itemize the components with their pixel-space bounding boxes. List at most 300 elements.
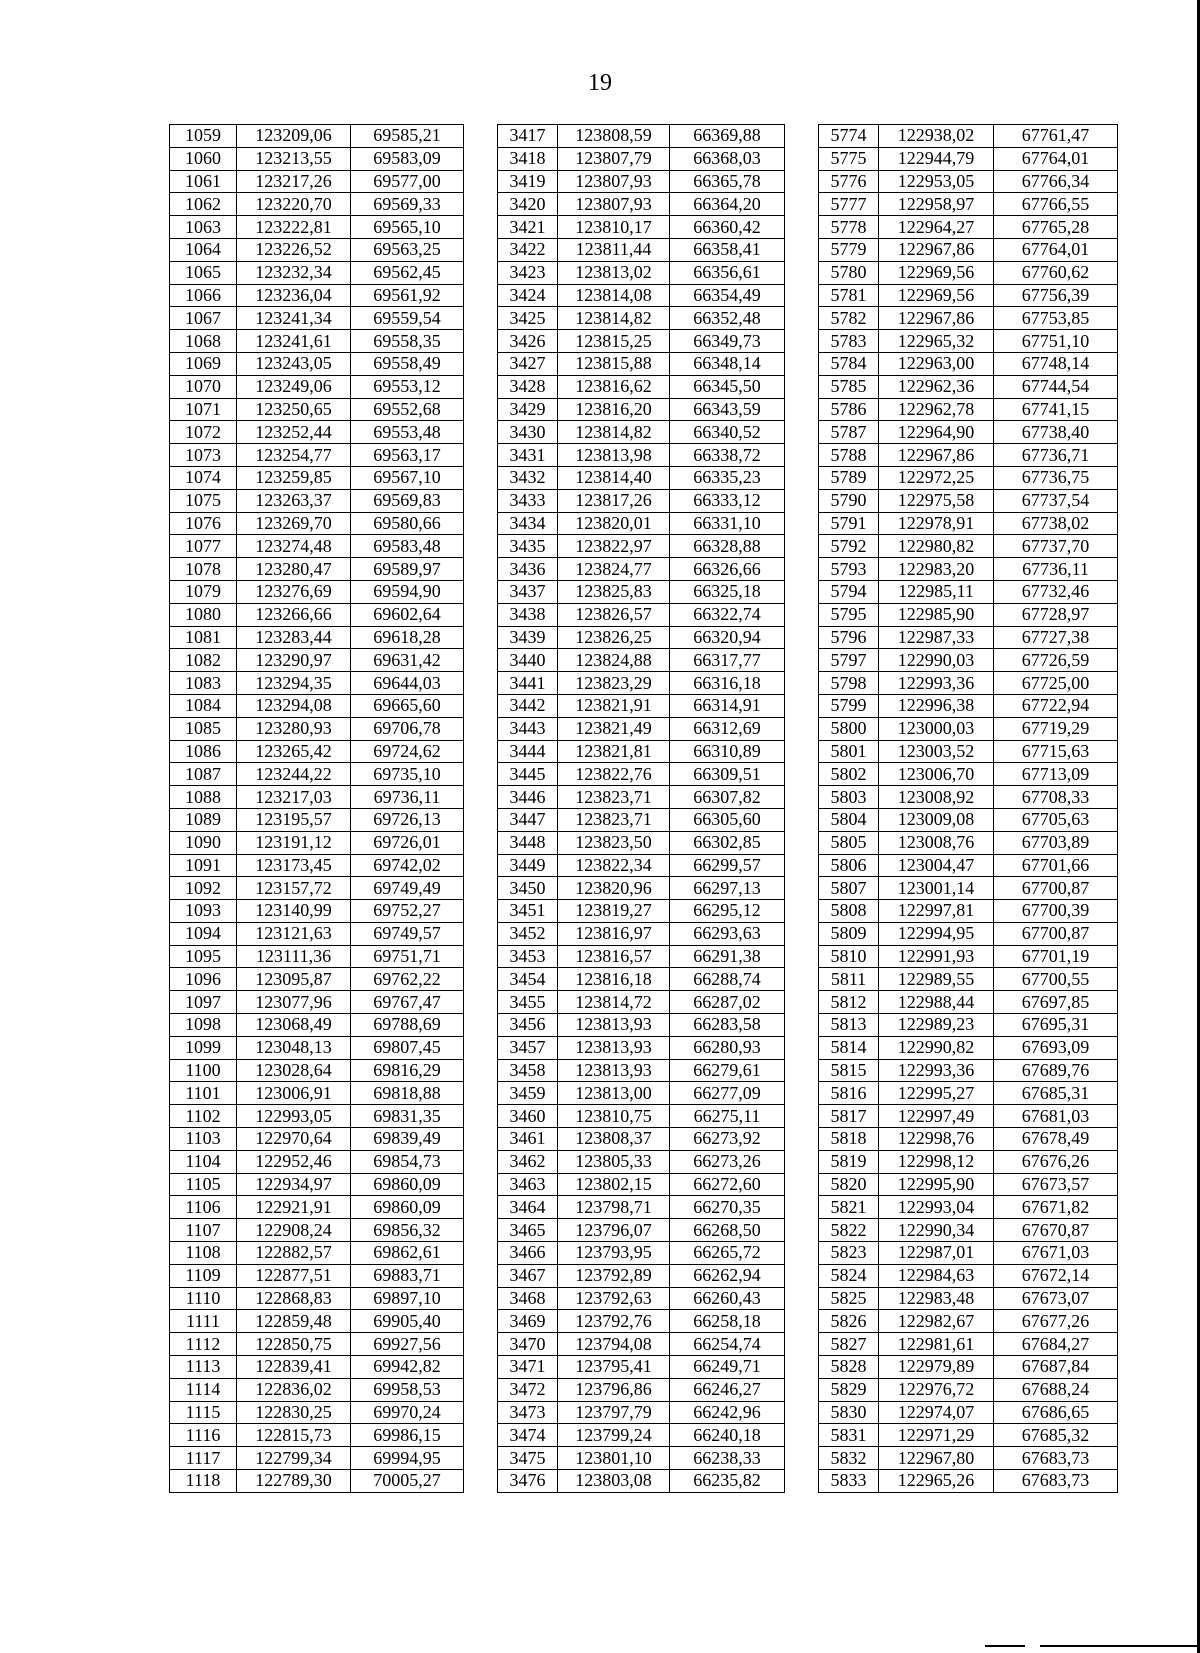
y-coordinate-cell: 66273,26	[670, 1150, 785, 1173]
x-coordinate-cell: 122963,00	[879, 352, 994, 375]
x-coordinate-cell: 122868,83	[237, 1287, 351, 1310]
y-coordinate-cell: 69897,10	[351, 1287, 464, 1310]
y-coordinate-cell: 67686,65	[994, 1401, 1118, 1424]
point-number-cell: 5781	[819, 284, 879, 307]
y-coordinate-cell: 66279,61	[670, 1059, 785, 1082]
point-number-cell: 1082	[170, 649, 237, 672]
y-coordinate-cell: 69589,97	[351, 558, 464, 581]
column-gap	[464, 512, 498, 535]
column-gap	[464, 466, 498, 489]
y-coordinate-cell: 69807,45	[351, 1036, 464, 1059]
table-row	[170, 626, 1118, 649]
column-gap	[785, 512, 819, 535]
column-gap	[785, 1242, 819, 1265]
column-gap	[464, 1310, 498, 1333]
column-gap	[464, 238, 498, 261]
point-number-cell: 3418	[498, 147, 558, 170]
x-coordinate-cell: 123813,00	[558, 1082, 670, 1105]
y-coordinate-cell: 69585,21	[351, 125, 464, 148]
y-coordinate-cell: 69986,15	[351, 1424, 464, 1447]
x-coordinate-cell: 123823,50	[558, 831, 670, 854]
column-gap	[464, 1036, 498, 1059]
y-coordinate-cell: 67732,46	[994, 580, 1118, 603]
x-coordinate-cell: 123792,63	[558, 1287, 670, 1310]
x-coordinate-cell: 123006,70	[879, 763, 994, 786]
point-number-cell: 5798	[819, 672, 879, 695]
point-number-cell: 1117	[170, 1447, 237, 1470]
x-coordinate-cell: 122976,72	[879, 1378, 994, 1401]
column-gap	[464, 558, 498, 581]
y-coordinate-cell: 67737,70	[994, 535, 1118, 558]
point-number-cell: 3449	[498, 854, 558, 877]
x-coordinate-cell: 123810,75	[558, 1105, 670, 1128]
point-number-cell: 3431	[498, 444, 558, 467]
point-number-cell: 1091	[170, 854, 237, 877]
table-row	[170, 1378, 1118, 1401]
point-number-cell: 5775	[819, 147, 879, 170]
table-row	[170, 147, 1118, 170]
x-coordinate-cell: 123220,70	[237, 193, 351, 216]
point-number-cell: 3457	[498, 1036, 558, 1059]
column-gap	[785, 1401, 819, 1424]
x-coordinate-cell: 122789,30	[237, 1470, 351, 1493]
point-number-cell: 1114	[170, 1378, 237, 1401]
point-number-cell: 3428	[498, 375, 558, 398]
x-coordinate-cell: 123821,91	[558, 694, 670, 717]
y-coordinate-cell: 66242,96	[670, 1401, 785, 1424]
point-number-cell: 3429	[498, 398, 558, 421]
point-number-cell: 5803	[819, 786, 879, 809]
point-number-cell: 5799	[819, 694, 879, 717]
y-coordinate-cell: 69665,60	[351, 694, 464, 717]
point-number-cell: 1104	[170, 1150, 237, 1173]
y-coordinate-cell: 66238,33	[670, 1447, 785, 1470]
x-coordinate-cell: 123009,08	[879, 808, 994, 831]
column-gap	[785, 1150, 819, 1173]
y-coordinate-cell: 66254,74	[670, 1333, 785, 1356]
x-coordinate-cell: 123226,52	[237, 238, 351, 261]
y-coordinate-cell: 66273,92	[670, 1128, 785, 1151]
x-coordinate-cell: 123811,44	[558, 238, 670, 261]
y-coordinate-cell: 69594,90	[351, 580, 464, 603]
table-row	[170, 1424, 1118, 1447]
table-row	[170, 307, 1118, 330]
x-coordinate-cell: 123807,93	[558, 193, 670, 216]
y-coordinate-cell: 66333,12	[670, 489, 785, 512]
point-number-cell: 5812	[819, 991, 879, 1014]
y-coordinate-cell: 67671,03	[994, 1242, 1118, 1265]
point-number-cell: 3465	[498, 1219, 558, 1242]
x-coordinate-cell: 123232,34	[237, 261, 351, 284]
y-coordinate-cell: 69577,00	[351, 170, 464, 193]
x-coordinate-cell: 123077,96	[237, 991, 351, 1014]
point-number-cell: 5804	[819, 808, 879, 831]
column-gap	[464, 945, 498, 968]
y-coordinate-cell: 67766,55	[994, 193, 1118, 216]
point-number-cell: 1105	[170, 1173, 237, 1196]
point-number-cell: 1087	[170, 763, 237, 786]
table-row	[170, 1287, 1118, 1310]
point-number-cell: 3434	[498, 512, 558, 535]
y-coordinate-cell: 66288,74	[670, 968, 785, 991]
point-number-cell: 1107	[170, 1219, 237, 1242]
y-coordinate-cell: 66340,52	[670, 421, 785, 444]
column-gap	[785, 193, 819, 216]
table-row	[170, 261, 1118, 284]
point-number-cell: 5793	[819, 558, 879, 581]
x-coordinate-cell: 123815,88	[558, 352, 670, 375]
y-coordinate-cell: 67693,09	[994, 1036, 1118, 1059]
column-gap	[464, 330, 498, 353]
point-number-cell: 1084	[170, 694, 237, 717]
point-number-cell: 5788	[819, 444, 879, 467]
x-coordinate-cell: 123808,37	[558, 1128, 670, 1151]
column-gap	[464, 535, 498, 558]
column-gap	[464, 1014, 498, 1037]
y-coordinate-cell: 69736,11	[351, 786, 464, 809]
y-coordinate-cell: 67760,62	[994, 261, 1118, 284]
point-number-cell: 5801	[819, 740, 879, 763]
point-number-cell: 5830	[819, 1401, 879, 1424]
column-gap	[464, 1356, 498, 1379]
point-number-cell: 3454	[498, 968, 558, 991]
point-number-cell: 1070	[170, 375, 237, 398]
x-coordinate-cell: 123263,37	[237, 489, 351, 512]
y-coordinate-cell: 66275,11	[670, 1105, 785, 1128]
y-coordinate-cell: 67764,01	[994, 238, 1118, 261]
point-number-cell: 5794	[819, 580, 879, 603]
column-gap	[785, 626, 819, 649]
point-number-cell: 1113	[170, 1356, 237, 1379]
y-coordinate-cell: 67700,39	[994, 900, 1118, 923]
y-coordinate-cell: 67700,87	[994, 877, 1118, 900]
point-number-cell: 3430	[498, 421, 558, 444]
table-row	[170, 444, 1118, 467]
y-coordinate-cell: 66365,78	[670, 170, 785, 193]
y-coordinate-cell: 67737,54	[994, 489, 1118, 512]
point-number-cell: 3460	[498, 1105, 558, 1128]
column-gap	[464, 717, 498, 740]
x-coordinate-cell: 123254,77	[237, 444, 351, 467]
point-number-cell: 5774	[819, 125, 879, 148]
y-coordinate-cell: 67695,31	[994, 1014, 1118, 1037]
column-gap	[785, 535, 819, 558]
column-gap	[464, 626, 498, 649]
y-coordinate-cell: 66343,59	[670, 398, 785, 421]
column-gap	[785, 854, 819, 877]
y-coordinate-cell: 66262,94	[670, 1264, 785, 1287]
y-coordinate-cell: 67753,85	[994, 307, 1118, 330]
column-gap	[785, 808, 819, 831]
point-number-cell: 3476	[498, 1470, 558, 1493]
point-number-cell: 5790	[819, 489, 879, 512]
point-number-cell: 1096	[170, 968, 237, 991]
point-number-cell: 3458	[498, 1059, 558, 1082]
table-row	[170, 786, 1118, 809]
x-coordinate-cell: 122964,27	[879, 216, 994, 239]
x-coordinate-cell: 123821,81	[558, 740, 670, 763]
y-coordinate-cell: 67761,47	[994, 125, 1118, 148]
point-number-cell: 1093	[170, 900, 237, 923]
x-coordinate-cell: 122934,97	[237, 1173, 351, 1196]
column-gap	[464, 216, 498, 239]
column-gap	[464, 968, 498, 991]
point-number-cell: 1115	[170, 1401, 237, 1424]
y-coordinate-cell: 67713,09	[994, 763, 1118, 786]
x-coordinate-cell: 122965,26	[879, 1470, 994, 1493]
point-number-cell: 5792	[819, 535, 879, 558]
x-coordinate-cell: 123796,07	[558, 1219, 670, 1242]
point-number-cell: 5791	[819, 512, 879, 535]
column-gap	[464, 307, 498, 330]
point-number-cell: 5822	[819, 1219, 879, 1242]
x-coordinate-cell: 123252,44	[237, 421, 351, 444]
column-gap	[785, 831, 819, 854]
column-gap	[464, 444, 498, 467]
x-coordinate-cell: 123241,61	[237, 330, 351, 353]
column-gap	[785, 284, 819, 307]
y-coordinate-cell: 67719,29	[994, 717, 1118, 740]
column-gap	[464, 352, 498, 375]
x-coordinate-cell: 122953,05	[879, 170, 994, 193]
point-number-cell: 5829	[819, 1378, 879, 1401]
x-coordinate-cell: 123140,99	[237, 900, 351, 923]
table-row	[170, 1242, 1118, 1265]
y-coordinate-cell: 69958,53	[351, 1378, 464, 1401]
x-coordinate-cell: 123814,08	[558, 284, 670, 307]
x-coordinate-cell: 123283,44	[237, 626, 351, 649]
table-row	[170, 1333, 1118, 1356]
column-gap	[785, 1196, 819, 1219]
point-number-cell: 1101	[170, 1082, 237, 1105]
x-coordinate-cell: 122882,57	[237, 1242, 351, 1265]
y-coordinate-cell: 67685,31	[994, 1082, 1118, 1105]
x-coordinate-cell: 122830,25	[237, 1401, 351, 1424]
column-gap	[785, 216, 819, 239]
x-coordinate-cell: 123823,71	[558, 808, 670, 831]
table-row	[170, 398, 1118, 421]
point-number-cell: 3464	[498, 1196, 558, 1219]
x-coordinate-cell: 123794,08	[558, 1333, 670, 1356]
x-coordinate-cell: 123259,85	[237, 466, 351, 489]
x-coordinate-cell: 123824,88	[558, 649, 670, 672]
x-coordinate-cell: 123814,82	[558, 421, 670, 444]
point-number-cell: 3423	[498, 261, 558, 284]
x-coordinate-cell: 122877,51	[237, 1264, 351, 1287]
column-gap	[785, 238, 819, 261]
point-number-cell: 5779	[819, 238, 879, 261]
x-coordinate-cell: 122995,27	[879, 1082, 994, 1105]
y-coordinate-cell: 67681,03	[994, 1105, 1118, 1128]
y-coordinate-cell: 69742,02	[351, 854, 464, 877]
column-gap	[464, 421, 498, 444]
x-coordinate-cell: 122981,61	[879, 1333, 994, 1356]
x-coordinate-cell: 122967,86	[879, 238, 994, 261]
column-gap	[464, 1378, 498, 1401]
x-coordinate-cell: 122978,91	[879, 512, 994, 535]
y-coordinate-cell: 69565,10	[351, 216, 464, 239]
point-number-cell: 5780	[819, 261, 879, 284]
point-number-cell: 1078	[170, 558, 237, 581]
x-coordinate-cell: 123816,57	[558, 945, 670, 968]
column-gap	[785, 558, 819, 581]
table-row	[170, 125, 1118, 148]
x-coordinate-cell: 123241,34	[237, 307, 351, 330]
point-number-cell: 5826	[819, 1310, 879, 1333]
column-gap	[785, 1287, 819, 1310]
y-coordinate-cell: 67685,32	[994, 1424, 1118, 1447]
point-number-cell: 3437	[498, 580, 558, 603]
x-coordinate-cell: 123814,40	[558, 466, 670, 489]
y-coordinate-cell: 69831,35	[351, 1105, 464, 1128]
y-coordinate-cell: 66270,35	[670, 1196, 785, 1219]
y-coordinate-cell: 67683,73	[994, 1470, 1118, 1493]
y-coordinate-cell: 66280,93	[670, 1036, 785, 1059]
point-number-cell: 1079	[170, 580, 237, 603]
y-coordinate-cell: 69569,33	[351, 193, 464, 216]
point-number-cell: 3446	[498, 786, 558, 809]
x-coordinate-cell: 122993,36	[879, 672, 994, 695]
y-coordinate-cell: 69752,27	[351, 900, 464, 923]
y-coordinate-cell: 66364,20	[670, 193, 785, 216]
y-coordinate-cell: 67670,87	[994, 1219, 1118, 1242]
point-number-cell: 5823	[819, 1242, 879, 1265]
column-gap	[785, 1447, 819, 1470]
y-coordinate-cell: 67676,26	[994, 1150, 1118, 1173]
x-coordinate-cell: 123290,97	[237, 649, 351, 672]
column-gap	[785, 261, 819, 284]
column-gap	[464, 1059, 498, 1082]
table-row	[170, 672, 1118, 695]
point-number-cell: 1059	[170, 125, 237, 148]
y-coordinate-cell: 69561,92	[351, 284, 464, 307]
column-gap	[464, 991, 498, 1014]
y-coordinate-cell: 67688,24	[994, 1378, 1118, 1401]
y-coordinate-cell: 69583,09	[351, 147, 464, 170]
x-coordinate-cell: 122993,05	[237, 1105, 351, 1128]
column-gap	[785, 1470, 819, 1493]
point-number-cell: 3417	[498, 125, 558, 148]
y-coordinate-cell: 67751,10	[994, 330, 1118, 353]
x-coordinate-cell: 122971,29	[879, 1424, 994, 1447]
x-coordinate-cell: 122989,55	[879, 968, 994, 991]
x-coordinate-cell: 122967,86	[879, 307, 994, 330]
point-number-cell: 5796	[819, 626, 879, 649]
point-number-cell: 3452	[498, 922, 558, 945]
x-coordinate-cell: 123799,24	[558, 1424, 670, 1447]
y-coordinate-cell: 69994,95	[351, 1447, 464, 1470]
point-number-cell: 5831	[819, 1424, 879, 1447]
table-row	[170, 603, 1118, 626]
y-coordinate-cell: 66328,88	[670, 535, 785, 558]
point-number-cell: 3455	[498, 991, 558, 1014]
y-coordinate-cell: 67736,11	[994, 558, 1118, 581]
y-coordinate-cell: 67700,87	[994, 922, 1118, 945]
x-coordinate-cell: 122952,46	[237, 1150, 351, 1173]
y-coordinate-cell: 66312,69	[670, 717, 785, 740]
x-coordinate-cell: 123822,76	[558, 763, 670, 786]
x-coordinate-cell: 122836,02	[237, 1378, 351, 1401]
point-number-cell: 3475	[498, 1447, 558, 1470]
column-gap	[464, 740, 498, 763]
y-coordinate-cell: 69883,71	[351, 1264, 464, 1287]
point-number-cell: 1060	[170, 147, 237, 170]
x-coordinate-cell: 122983,48	[879, 1287, 994, 1310]
point-number-cell: 3441	[498, 672, 558, 695]
x-coordinate-cell: 122944,79	[879, 147, 994, 170]
column-gap	[785, 1378, 819, 1401]
x-coordinate-cell: 123006,91	[237, 1082, 351, 1105]
y-coordinate-cell: 67683,73	[994, 1447, 1118, 1470]
x-coordinate-cell: 123000,03	[879, 717, 994, 740]
point-number-cell: 5778	[819, 216, 879, 239]
x-coordinate-cell: 123213,55	[237, 147, 351, 170]
y-coordinate-cell: 67701,66	[994, 854, 1118, 877]
x-coordinate-cell: 122964,90	[879, 421, 994, 444]
table-row	[170, 580, 1118, 603]
y-coordinate-cell: 69905,40	[351, 1310, 464, 1333]
column-gap	[785, 489, 819, 512]
table-row	[170, 352, 1118, 375]
table-row	[170, 763, 1118, 786]
x-coordinate-cell: 123816,18	[558, 968, 670, 991]
table-row	[170, 694, 1118, 717]
column-gap	[464, 375, 498, 398]
point-number-cell: 1071	[170, 398, 237, 421]
x-coordinate-cell: 123810,17	[558, 216, 670, 239]
y-coordinate-cell: 66369,88	[670, 125, 785, 148]
point-number-cell: 1099	[170, 1036, 237, 1059]
x-coordinate-cell: 122990,03	[879, 649, 994, 672]
column-gap	[464, 1424, 498, 1447]
y-coordinate-cell: 66354,49	[670, 284, 785, 307]
table-row	[170, 808, 1118, 831]
y-coordinate-cell: 69631,42	[351, 649, 464, 672]
y-coordinate-cell: 69970,24	[351, 1401, 464, 1424]
column-gap	[785, 877, 819, 900]
column-gap	[464, 877, 498, 900]
table-row	[170, 1036, 1118, 1059]
point-number-cell: 1076	[170, 512, 237, 535]
y-coordinate-cell: 67756,39	[994, 284, 1118, 307]
point-number-cell: 3467	[498, 1264, 558, 1287]
y-coordinate-cell: 66249,71	[670, 1356, 785, 1379]
table-row	[170, 375, 1118, 398]
y-coordinate-cell: 66235,82	[670, 1470, 785, 1493]
table-row	[170, 1128, 1118, 1151]
x-coordinate-cell: 123807,79	[558, 147, 670, 170]
x-coordinate-cell: 122969,56	[879, 284, 994, 307]
x-coordinate-cell: 123793,95	[558, 1242, 670, 1265]
y-coordinate-cell: 69927,56	[351, 1333, 464, 1356]
x-coordinate-cell: 123244,22	[237, 763, 351, 786]
x-coordinate-cell: 123803,08	[558, 1470, 670, 1493]
point-number-cell: 3420	[498, 193, 558, 216]
x-coordinate-cell: 122965,32	[879, 330, 994, 353]
point-number-cell: 5795	[819, 603, 879, 626]
point-number-cell: 5785	[819, 375, 879, 398]
y-coordinate-cell: 66246,27	[670, 1378, 785, 1401]
point-number-cell: 5777	[819, 193, 879, 216]
table-row	[170, 238, 1118, 261]
column-gap	[785, 1059, 819, 1082]
x-coordinate-cell: 123813,93	[558, 1059, 670, 1082]
y-coordinate-cell: 66293,63	[670, 922, 785, 945]
x-coordinate-cell: 123813,02	[558, 261, 670, 284]
y-coordinate-cell: 66320,94	[670, 626, 785, 649]
y-coordinate-cell: 67726,59	[994, 649, 1118, 672]
y-coordinate-cell: 67736,71	[994, 444, 1118, 467]
